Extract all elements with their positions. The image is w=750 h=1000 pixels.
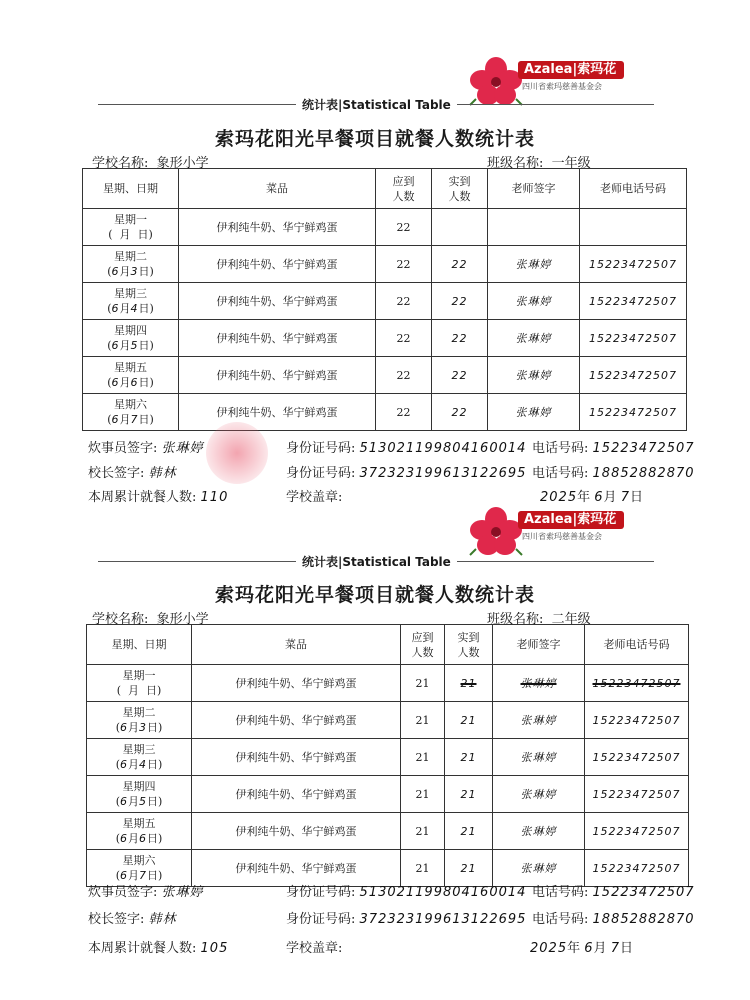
date-cell: 星期五 (6月6日) bbox=[87, 813, 192, 850]
school-seal-label: 学校盖章: bbox=[286, 941, 343, 956]
planned-cell: 22 bbox=[376, 357, 432, 394]
actual-cell: 22 bbox=[432, 246, 488, 283]
signature-cell: 张琳婷 bbox=[488, 394, 580, 431]
sign-date: 2025年 6月 7日 bbox=[540, 490, 643, 505]
signature-cell: 张琳婷 bbox=[493, 776, 585, 813]
table-row bbox=[83, 394, 687, 431]
phone-cell: 15223472507 bbox=[585, 739, 689, 776]
meal-table bbox=[82, 168, 687, 431]
class-label: 班级名称: bbox=[487, 612, 544, 627]
actual-cell: 22 bbox=[432, 320, 488, 357]
class-value: 一年级 bbox=[551, 156, 591, 171]
cook-label: 炊事员签字: bbox=[88, 885, 158, 900]
header-teacher-sign: 老师签字 bbox=[493, 625, 585, 665]
principal-signature: 韩林 bbox=[148, 912, 177, 927]
phone-cell: 15223472507 bbox=[585, 850, 689, 887]
header-actual: 实到 人数 bbox=[445, 625, 493, 665]
actual-cell: 21 bbox=[445, 776, 493, 813]
weekly-total-value: 105 bbox=[200, 941, 229, 956]
principal-id-number: 372323199613122695 bbox=[359, 466, 527, 481]
header-date: 星期、日期 bbox=[87, 625, 192, 665]
actual-cell: 21 bbox=[445, 813, 493, 850]
phone-cell: 15223472507 bbox=[580, 246, 687, 283]
planned-cell: 22 bbox=[376, 246, 432, 283]
table-row bbox=[87, 665, 689, 702]
header-planned: 应到 人数 bbox=[376, 169, 432, 209]
phone-cell: 15223472507 bbox=[585, 776, 689, 813]
date-cell: 星期六 (6月7日) bbox=[83, 394, 179, 431]
planned-cell: 22 bbox=[376, 283, 432, 320]
school-value: 象形小学 bbox=[156, 612, 209, 627]
header-planned: 应到 人数 bbox=[401, 625, 445, 665]
table-header-row bbox=[83, 169, 687, 209]
dish-cell: 伊利纯牛奶、华宁鲜鸡蛋 bbox=[192, 739, 401, 776]
weekly-total-label: 本周累计就餐人数: bbox=[88, 490, 197, 505]
phone-cell: 15223472507 bbox=[585, 702, 689, 739]
date-cell: 星期四 (6月5日) bbox=[83, 320, 179, 357]
school-seal-label: 学校盖章: bbox=[286, 490, 343, 505]
header-actual: 实到 人数 bbox=[432, 169, 488, 209]
principal-id-line bbox=[286, 908, 526, 927]
cook-phone-label: 电话号码: bbox=[532, 441, 589, 456]
header-teacher-phone: 老师电话号码 bbox=[580, 169, 687, 209]
cook-signature-line bbox=[88, 881, 204, 900]
actual-cell-struck: 21 bbox=[445, 665, 493, 702]
actual-cell: 21 bbox=[445, 850, 493, 887]
date-cell: 星期三 (6月4日) bbox=[83, 283, 179, 320]
date-cell: 星期二 (6月3日) bbox=[83, 246, 179, 283]
date-cell: 星期六 (6月7日) bbox=[87, 850, 192, 887]
planned-cell: 21 bbox=[401, 776, 445, 813]
banner bbox=[98, 555, 654, 569]
signature-cell: 张琳婷 bbox=[488, 357, 580, 394]
dish-cell: 伊利纯牛奶、华宁鲜鸡蛋 bbox=[179, 394, 376, 431]
meal-table bbox=[86, 624, 689, 887]
principal-id-label: 身份证号码: bbox=[286, 466, 356, 481]
cook-id-line bbox=[286, 881, 526, 900]
cook-id-line bbox=[286, 437, 526, 456]
brand-logo bbox=[468, 505, 656, 555]
actual-cell: 21 bbox=[445, 739, 493, 776]
principal-id-number: 372323199613122695 bbox=[359, 912, 527, 927]
table-header-row bbox=[87, 625, 689, 665]
cook-signature-line bbox=[88, 437, 204, 456]
school-seal-line bbox=[286, 486, 342, 505]
principal-phone-number: 18852882870 bbox=[592, 466, 695, 481]
dish-cell: 伊利纯牛奶、华宁鲜鸡蛋 bbox=[192, 702, 401, 739]
header-date: 星期、日期 bbox=[83, 169, 179, 209]
table-row bbox=[83, 320, 687, 357]
cook-id-label: 身份证号码: bbox=[286, 885, 356, 900]
principal-phone-number: 18852882870 bbox=[592, 912, 695, 927]
date-cell: 星期四 (6月5日) bbox=[87, 776, 192, 813]
principal-id-label: 身份证号码: bbox=[286, 912, 356, 927]
phone-cell: 15223472507 bbox=[580, 320, 687, 357]
date-cell: 星期五 (6月6日) bbox=[83, 357, 179, 394]
form-title: 索玛花阳光早餐项目就餐人数统计表 bbox=[214, 584, 535, 606]
planned-cell: 22 bbox=[376, 209, 432, 246]
date-cell: 星期一 ( 月 日) bbox=[83, 209, 179, 246]
cook-id-label: 身份证号码: bbox=[286, 441, 356, 456]
dish-cell: 伊利纯牛奶、华宁鲜鸡蛋 bbox=[192, 776, 401, 813]
signature-cell: 张琳婷 bbox=[488, 246, 580, 283]
cook-signature: 张琳婷 bbox=[161, 441, 204, 456]
table-row bbox=[87, 739, 689, 776]
dish-cell: 伊利纯牛奶、华宁鲜鸡蛋 bbox=[192, 665, 401, 702]
dish-cell: 伊利纯牛奶、华宁鲜鸡蛋 bbox=[179, 209, 376, 246]
signature-cell: 张琳婷 bbox=[488, 283, 580, 320]
table-row bbox=[83, 357, 687, 394]
signature-cell: 张琳婷 bbox=[493, 850, 585, 887]
actual-cell: 21 bbox=[445, 702, 493, 739]
header-teacher-phone: 老师电话号码 bbox=[585, 625, 689, 665]
principal-phone-line bbox=[532, 462, 695, 481]
cook-phone-number: 15223472507 bbox=[592, 441, 695, 456]
actual-cell: 22 bbox=[432, 394, 488, 431]
dish-cell: 伊利纯牛奶、华宁鲜鸡蛋 bbox=[179, 357, 376, 394]
principal-signature-line bbox=[88, 462, 177, 481]
dish-cell: 伊利纯牛奶、华宁鲜鸡蛋 bbox=[179, 283, 376, 320]
red-seal-stamp bbox=[206, 422, 268, 484]
brand-subtitle: 四川省索玛慈善基金会 bbox=[522, 82, 602, 91]
cook-phone-number: 15223472507 bbox=[592, 885, 695, 900]
principal-phone-line bbox=[532, 908, 695, 927]
cook-label: 炊事员签字: bbox=[88, 441, 158, 456]
weekly-total-value: 110 bbox=[200, 490, 229, 505]
school-value: 象形小学 bbox=[156, 156, 209, 171]
weekly-total-line bbox=[88, 937, 228, 956]
header-dish: 菜品 bbox=[192, 625, 401, 665]
phone-cell bbox=[580, 209, 687, 246]
phone-cell: 15223472507 bbox=[580, 357, 687, 394]
principal-phone-label: 电话号码: bbox=[532, 912, 589, 927]
signature-cell-struck: 张琳婷 bbox=[493, 665, 585, 702]
class-label: 班级名称: bbox=[487, 156, 544, 171]
planned-cell: 21 bbox=[401, 813, 445, 850]
signature-cell bbox=[488, 209, 580, 246]
phone-cell: 15223472507 bbox=[585, 813, 689, 850]
planned-cell: 22 bbox=[376, 394, 432, 431]
signature-cell: 张琳婷 bbox=[493, 739, 585, 776]
principal-label: 校长签字: bbox=[88, 466, 145, 481]
date-cell: 星期一 ( 月 日) bbox=[87, 665, 192, 702]
signature-cell: 张琳婷 bbox=[493, 702, 585, 739]
table-row bbox=[87, 702, 689, 739]
planned-cell: 21 bbox=[401, 739, 445, 776]
school-label: 学校名称: bbox=[92, 156, 149, 171]
sign-date: 2025年 6月 7日 bbox=[530, 941, 633, 956]
stats-form-2 bbox=[0, 505, 750, 1000]
principal-phone-label: 电话号码: bbox=[532, 466, 589, 481]
banner bbox=[98, 98, 654, 112]
school-label: 学校名称: bbox=[92, 612, 149, 627]
principal-signature-line bbox=[88, 908, 177, 927]
school-seal-line bbox=[286, 937, 342, 956]
azalea-flower-icon bbox=[468, 505, 524, 557]
planned-cell: 21 bbox=[401, 702, 445, 739]
weekly-total-label: 本周累计就餐人数: bbox=[88, 941, 197, 956]
header-teacher-sign: 老师签字 bbox=[488, 169, 580, 209]
phone-cell: 15223472507 bbox=[580, 394, 687, 431]
date-cell: 星期三 (6月4日) bbox=[87, 739, 192, 776]
cook-phone-label: 电话号码: bbox=[532, 885, 589, 900]
date-cell: 星期二 (6月3日) bbox=[87, 702, 192, 739]
form-title: 索玛花阳光早餐项目就餐人数统计表 bbox=[214, 128, 535, 150]
brand-logo bbox=[468, 55, 656, 105]
banner-label: 统计表|Statistical Table bbox=[296, 553, 457, 570]
actual-cell: 22 bbox=[432, 357, 488, 394]
table-row bbox=[83, 209, 687, 246]
banner-label: 统计表|Statistical Table bbox=[296, 96, 457, 113]
cook-id-number: 513021199804160014 bbox=[359, 441, 527, 456]
weekly-total-line bbox=[88, 486, 228, 505]
dish-cell: 伊利纯牛奶、华宁鲜鸡蛋 bbox=[192, 850, 401, 887]
table-row bbox=[87, 776, 689, 813]
class-value: 二年级 bbox=[551, 612, 591, 627]
cook-phone-line bbox=[532, 437, 695, 456]
header-dish: 菜品 bbox=[179, 169, 376, 209]
planned-cell: 22 bbox=[376, 320, 432, 357]
signature-cell: 张琳婷 bbox=[488, 320, 580, 357]
table-row bbox=[83, 246, 687, 283]
principal-label: 校长签字: bbox=[88, 912, 145, 927]
planned-cell: 21 bbox=[401, 850, 445, 887]
signature-cell: 张琳婷 bbox=[493, 813, 585, 850]
dish-cell: 伊利纯牛奶、华宁鲜鸡蛋 bbox=[179, 320, 376, 357]
brand-name: Azalea|索玛花 bbox=[518, 61, 624, 79]
brand-subtitle: 四川省索玛慈善基金会 bbox=[522, 532, 602, 541]
dish-cell: 伊利纯牛奶、华宁鲜鸡蛋 bbox=[179, 246, 376, 283]
phone-cell-struck: 15223472507 bbox=[585, 665, 689, 702]
principal-id-line bbox=[286, 462, 526, 481]
table-row bbox=[87, 813, 689, 850]
principal-signature: 韩林 bbox=[148, 466, 177, 481]
planned-cell: 21 bbox=[401, 665, 445, 702]
cook-id-number: 513021199804160014 bbox=[359, 885, 527, 900]
actual-cell bbox=[432, 209, 488, 246]
cook-phone-line bbox=[532, 881, 695, 900]
dish-cell: 伊利纯牛奶、华宁鲜鸡蛋 bbox=[192, 813, 401, 850]
table-row bbox=[83, 283, 687, 320]
brand-name: Azalea|索玛花 bbox=[518, 511, 624, 529]
actual-cell: 22 bbox=[432, 283, 488, 320]
phone-cell: 15223472507 bbox=[580, 283, 687, 320]
cook-signature: 张琳婷 bbox=[161, 885, 204, 900]
